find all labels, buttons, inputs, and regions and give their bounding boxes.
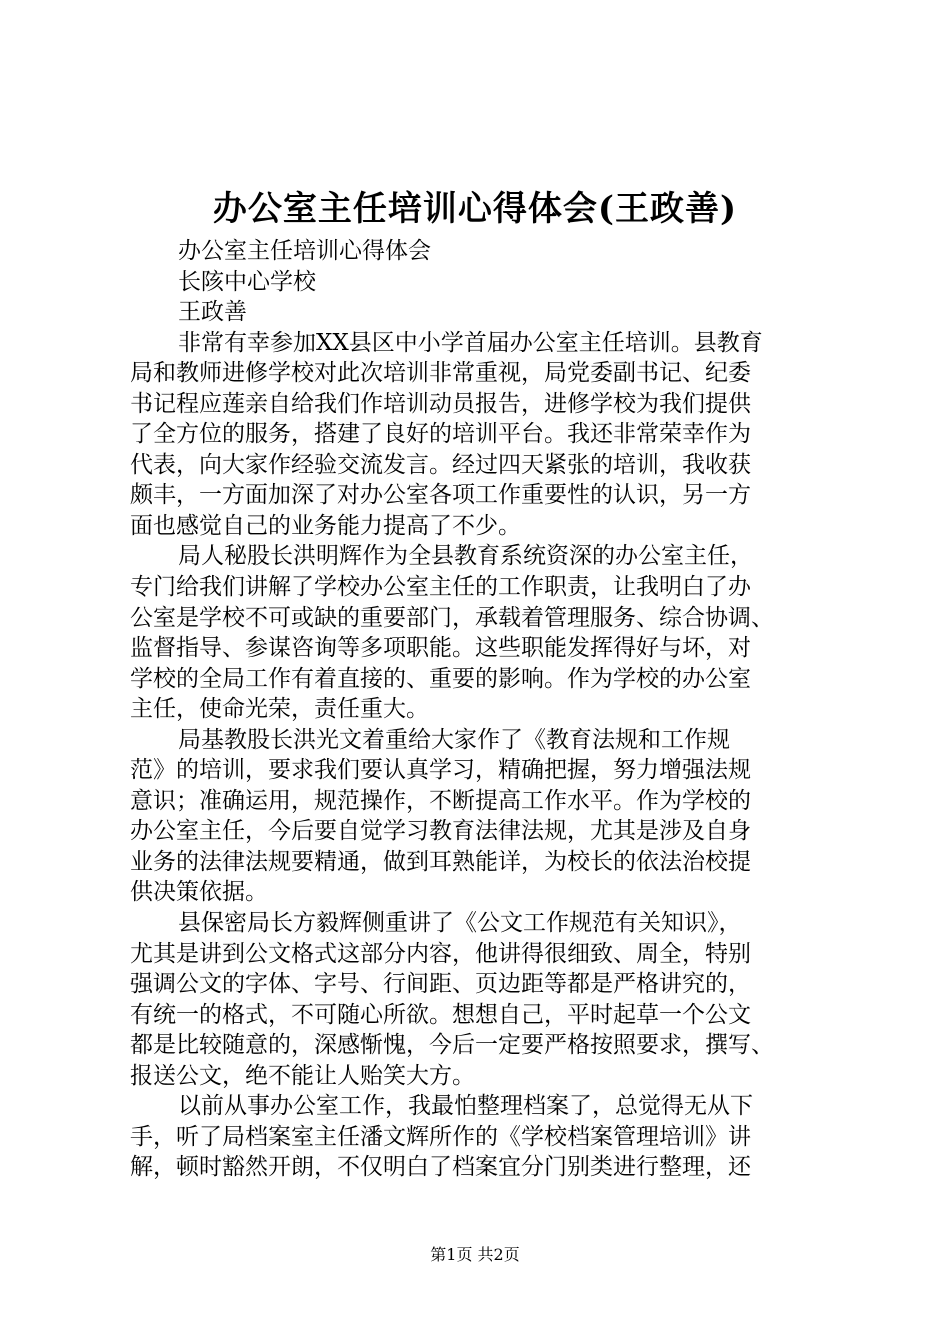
text-line: 强调公文的字体、字号、行间距、页边距等都是严格讲究的， [130,971,751,998]
text-line: 报送公文，绝不能让人贻笑大方。 [130,1062,475,1089]
text-line: 长陔中心学校 [178,268,316,295]
text-line: 了全方位的服务，搭建了良好的培训平台。我还非常荣幸作为 [130,421,751,448]
text-line: 业务的法律法规要精通，做到耳熟能详，为校长的依法治校提 [130,848,751,875]
text-line: 书记程应莲亲自给我们作培训动员报告，进修学校为我们提供 [130,390,751,417]
text-line: 县保密局长方毅辉侧重讲了《公文工作规范有关知识》， [178,910,742,937]
text-line: 办公室主任培训心得体会 [178,238,431,264]
text-line: 学校的全局工作有着直接的、重要的影响。作为学校的办公室 [130,665,751,692]
text-line: 主任，使命光荣，责任重大。 [130,696,429,723]
text-line: 办公室主任，今后要自觉学习教育法律法规，尤其是涉及自身 [130,818,751,845]
text-line: 以前从事办公室工作，我最怕整理档案了，总觉得无从下 [178,1093,753,1120]
text-line: 面也感觉自己的业务能力提高了不少。 [130,512,521,539]
text-line: 专门给我们讲解了学校办公室主任的工作职责，让我明白了办 [130,574,751,601]
page-footer: 第1页 共2页 [430,1245,520,1264]
text-line: 尤其是讲到公文格式这部分内容，他讲得很细致、周全，特别 [130,940,751,967]
text-line: 范》的培训，要求我们要认真学习，精确把握，努力增强法规 [130,757,751,784]
text-line: 代表，向大家作经验交流发言。经过四天紧张的培训，我收获 [130,451,751,478]
text-line: 有统一的格式，不可随心所欲。想想自己，平时起草一个公文 [130,1001,751,1028]
text-line: 监督指导、参谋咨询等多项职能。这些职能发挥得好与坏，对 [130,635,751,662]
text-line: 颇丰，一方面加深了对办公室各项工作重要性的认识，另一方 [130,482,751,509]
text-line: 局基教股长洪光文着重给大家作了《教育法规和工作规 [178,726,730,753]
document-body [130,236,830,1183]
text-line: 供决策依据。 [130,879,268,906]
text-line: 王政善 [178,299,247,326]
text-line: 非常有幸参加XX县区中小学首届办公室主任培训。县教育 [178,329,763,356]
text-line: 局人秘股长洪明辉作为全县教育系统资深的办公室主任， [178,543,753,570]
text-line: 都是比较随意的，深感惭愧，今后一定要严格按照要求，撰写、 [130,1032,774,1059]
text-line: 公室是学校不可或缺的重要部门，承载着管理服务、综合协调、 [130,604,774,631]
text-line: 解，顿时豁然开朗，不仅明白了档案宜分门别类进行整理，还 [130,1154,751,1181]
text-line: 手，听了局档案室主任潘文辉所作的《学校档案管理培训》讲 [130,1123,751,1150]
document-title: 办公室主任培训心得体会(王政善) [212,189,738,229]
text-line: 意识；准确运用，规范操作，不断提高工作水平。作为学校的 [130,787,751,814]
text-line: 局和教师进修学校对此次培训非常重视，局党委副书记、纪委 [130,360,751,387]
